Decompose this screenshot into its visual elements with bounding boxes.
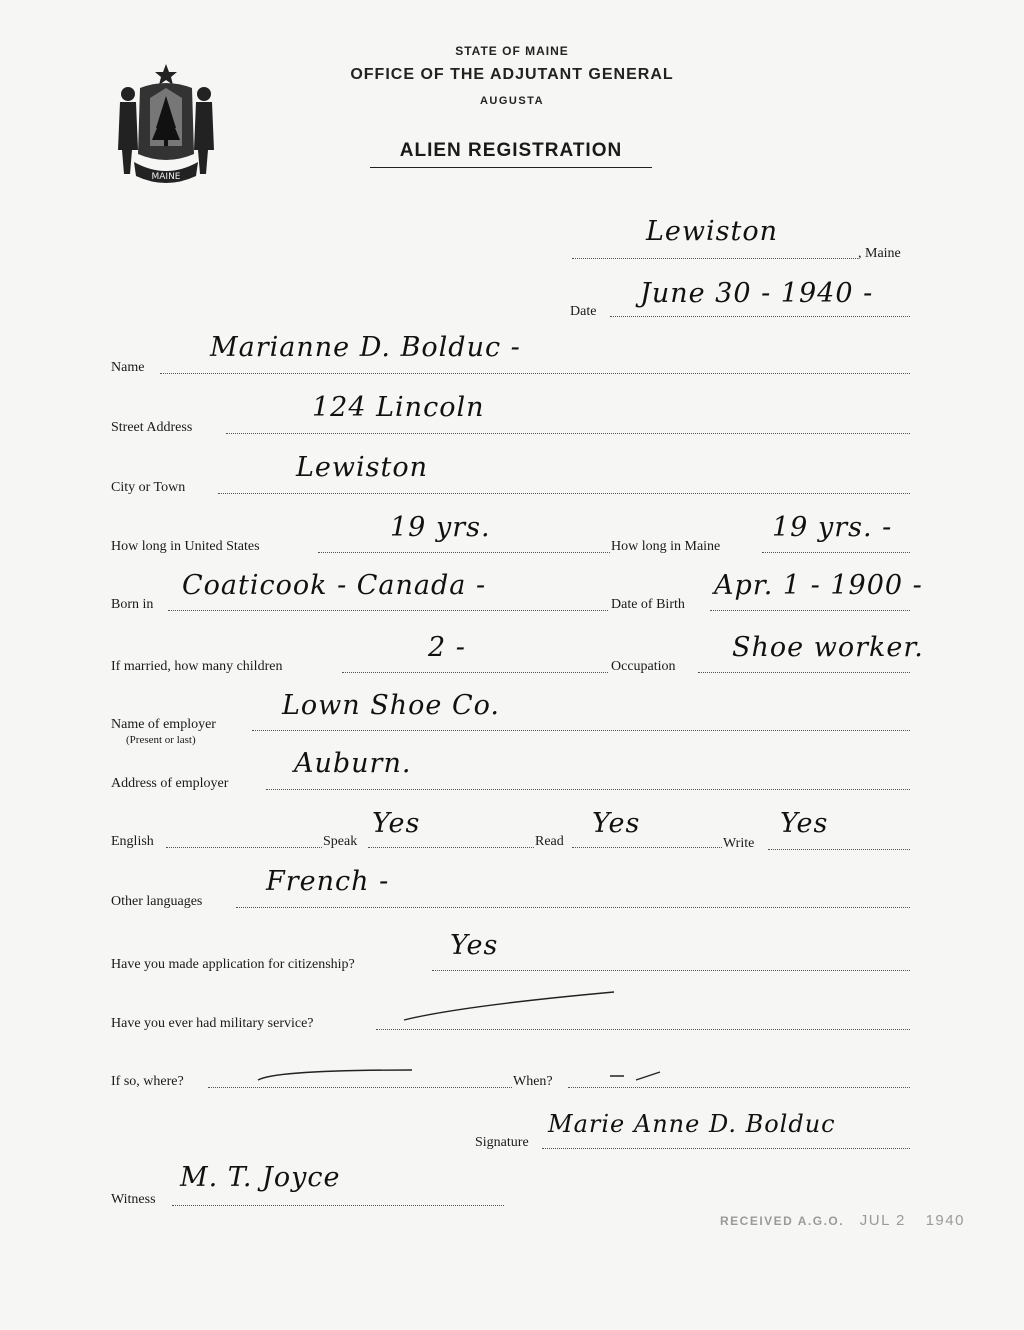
witness-value: M. T. Joyce [180,1162,341,1193]
employer-value: Lown Shoe Co. [282,690,500,721]
employer-line [252,730,910,731]
read-line [572,847,722,848]
occupation-label: Occupation [611,659,676,674]
dob-value: Apr. 1 - 1900 - [714,570,923,601]
signature-value: Marie Anne D. Bolduc [548,1110,836,1138]
how-long-maine-value: 19 yrs. - [772,512,893,543]
witness-label: Witness [111,1192,156,1207]
office-header: OFFICE OF THE ADJUTANT GENERAL [350,66,674,83]
occupation-value: Shoe worker. [732,632,924,663]
employer-address-label: Address of employer [111,776,229,791]
where-label: If so, where? [111,1074,184,1089]
form-title: ALIEN REGISTRATION [399,140,623,161]
write-value: Yes [780,808,829,839]
street-line [226,433,910,434]
date-label: Date [570,304,597,319]
seal-text: MAINE [151,172,181,182]
other-languages-label: Other languages [111,894,203,909]
military-line [376,1029,910,1030]
write-line [768,849,910,850]
how-long-us-value: 19 yrs. [390,512,491,543]
employer-address-value: Auburn. [294,748,412,779]
how-long-maine-label: How long in Maine [611,539,721,554]
street-value: 124 Lincoln [312,392,485,423]
speak-value: Yes [372,808,421,839]
other-languages-value: French - [266,866,390,897]
when-label: When? [513,1074,553,1089]
place-suffix: , Maine [858,246,901,261]
name-label: Name [111,360,145,375]
how-long-us-line [318,552,610,553]
employer-address-line [266,789,910,790]
read-value: Yes [592,808,641,839]
born-in-value: Coaticook - Canada - [182,570,487,601]
received-stamp: RECEIVED A.G.O. JUL 2 1940 [720,1212,965,1229]
occupation-line [698,672,910,673]
citizenship-value: Yes [450,930,499,961]
how-long-us-label: How long in United States [111,539,260,554]
place-value: Lewiston [646,216,779,247]
name-value: Marianne D. Bolduc - [210,332,521,363]
date-value: June 30 - 1940 - [640,278,874,309]
city-value: Lewiston [296,452,429,483]
dob-line [710,610,910,611]
english-label: English [111,834,154,849]
how-long-maine-line [762,552,910,553]
speak-line [368,847,534,848]
citizenship-line [432,970,910,971]
date-line [610,316,910,317]
place-line [572,258,858,259]
citizenship-label: Have you made application for citizenship? [111,957,355,972]
other-languages-line [236,907,910,908]
witness-line [172,1205,504,1206]
employer-label: Name of employer [111,717,216,732]
when-line [568,1087,910,1088]
city-header: AUGUSTA [479,95,545,107]
children-label: If married, how many children [111,659,283,674]
children-line [342,672,608,673]
title-underline [370,167,652,168]
when-dash-mark [606,1068,666,1084]
born-in-label: Born in [111,597,154,612]
born-in-line [168,610,608,611]
name-line [160,373,910,374]
military-dash-mark [400,988,620,1028]
military-label: Have you ever had military service? [111,1016,314,1031]
dob-label: Date of Birth [611,597,685,612]
children-value: 2 - [428,632,466,663]
city-label: City or Town [111,480,186,495]
write-label: Write [723,836,755,851]
english-line-1 [166,847,322,848]
speak-label: Speak [323,834,358,849]
where-line [208,1087,512,1088]
employer-sublabel: (Present or last) [126,734,196,746]
city-line [218,493,910,494]
street-label: Street Address [111,420,193,435]
where-dash-mark [256,1066,416,1086]
signature-label: Signature [475,1135,529,1150]
read-label: Read [535,834,564,849]
signature-line [542,1148,910,1149]
state-header: STATE OF MAINE [455,44,569,58]
